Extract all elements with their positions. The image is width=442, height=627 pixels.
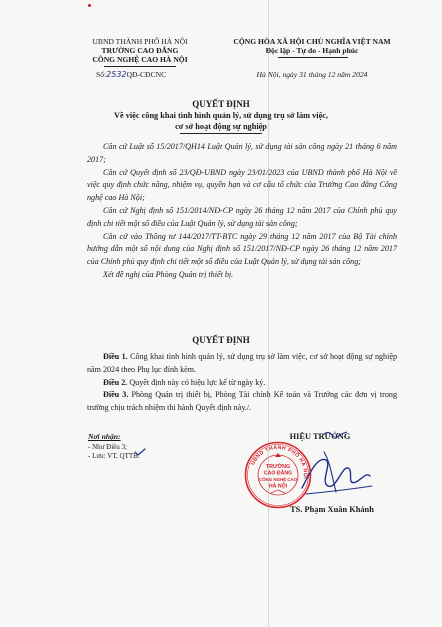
pen-checkmark: [134, 448, 146, 456]
preamble-item: Căn cứ Nghị định số 151/2014/NĐ-CP ngày 26 tháng 12 năm 2017 của Chính phủ quy định chi tiết một số điều của Luật Quản lý, sử dụng tài sản công;: [87, 205, 397, 228]
document-title: QUYẾT ĐỊNH: [192, 99, 250, 109]
national-motto: Độc lập - Tự do - Hạnh phúc: [265, 46, 359, 55]
signatory-title: HIỆU TRƯỞNG: [289, 432, 351, 441]
article-text: Công khai tình hình quản lý, sử dụng trụ sở làm việc, cơ sở hoạt động sự nghiệp năm 2024 theo Phụ lục đính kèm.: [87, 352, 397, 374]
seal-outer-text: UBND THÀNH PHỐ HÀ NỘI: [250, 444, 309, 480]
recipient-item: - Lưu: VT, QTTB.: [88, 452, 140, 460]
country-name: CỘNG HÒA XÃ HỘI CHỦ NGHĨA VIỆT NAM: [233, 37, 391, 46]
red-mark: [88, 4, 91, 7]
recipients-list: [88, 443, 140, 461]
article-text: Phòng Quản trị thiết bị, Phòng Tài chính Kế toán và Trưởng các đơn vị trong trường chịu trách nhiệm thi hành Quyết định này./.: [87, 390, 398, 413]
page-fold-line: [268, 0, 269, 627]
article-3: [87, 389, 397, 415]
number-suffix: QĐ-CĐCNC: [126, 70, 167, 79]
article-text: Quyết định này có hiệu lực kể từ ngày ký.: [129, 377, 266, 387]
subject-line2: cơ sở hoạt động sự nghiệp: [175, 122, 267, 131]
article-1: [87, 351, 397, 377]
number-handwritten: 2532: [106, 70, 127, 79]
recipient-item: - Như Điều 3;: [88, 443, 127, 451]
seal-line: TRƯỜNG: [265, 464, 291, 470]
recipients-heading: Nơi nhận:: [88, 432, 121, 441]
number-prefix: Số:: [96, 70, 107, 79]
article-label: Điều 2.: [103, 377, 128, 387]
seal-line: HÀ NỘI: [268, 483, 288, 490]
articles-block: [87, 351, 397, 415]
school-name-line2: CÔNG NGHỆ CAO HÀ NỘI: [92, 55, 188, 64]
school-name-line1: TRƯỜNG CAO ĐẲNG: [101, 46, 179, 55]
header-left-underline: [104, 66, 176, 67]
preamble-item: Căn cứ Quyết định số 23/QĐ-UBND ngày 23/01/2023 của UBND thành phố Hà Nội về việc quy định chức năng, nhiệm vụ, quyền hạn và cơ cấu tổ chức của Trường Cao đẳng Công nghệ cao Hà Nội;: [87, 167, 397, 203]
signatory-name: TS. Phạm Xuân Khánh: [290, 505, 374, 514]
header-right-underline: [278, 57, 348, 58]
seal-line: CÔNG NGHỆ CAO: [258, 477, 298, 482]
preamble-item: Xét đề nghị của Phòng Quản trị thiết bị.: [103, 269, 234, 279]
title-underline: [180, 133, 262, 134]
handwritten-signature: [296, 442, 376, 502]
article-label: Điều 3.: [103, 390, 129, 400]
subject-line1: Về việc công khai tình hình quản lý, sử dụng trụ sở làm việc,: [113, 111, 329, 120]
article-2: [87, 377, 397, 390]
preamble-item: Căn cứ Luật số 15/2017/QH14 Luật Quản lý, sử dụng tài sản công ngày 21 tháng 6 năm 2017;: [87, 142, 397, 164]
issue-date: Hà Nội, ngày 31 tháng 12 năm 2024: [256, 70, 368, 79]
article-label: Điều 1.: [103, 352, 128, 361]
preamble-block: [87, 141, 397, 282]
pen-flourish: [322, 429, 348, 439]
preamble-item: Căn cứ vào Thông tư 144/2017/TT-BTC ngày 29 tháng 12 năm 2017 của Bộ Tài chính hướng dẫn một số nội dung của Nghị định số 151/2017/NĐ-CP ngày 26 tháng 12 năm 2017 của Chính phủ quy định chi tiết một số điều của Luật Quản lý, sử dụng tài sản công;: [87, 231, 397, 267]
seal-line: CAO ĐẲNG: [263, 470, 293, 477]
agency-name: UBND THÀNH PHỐ HÀ NỘI: [92, 37, 188, 46]
document-number: [96, 70, 166, 79]
decision-heading: QUYẾT ĐỊNH: [192, 335, 250, 345]
